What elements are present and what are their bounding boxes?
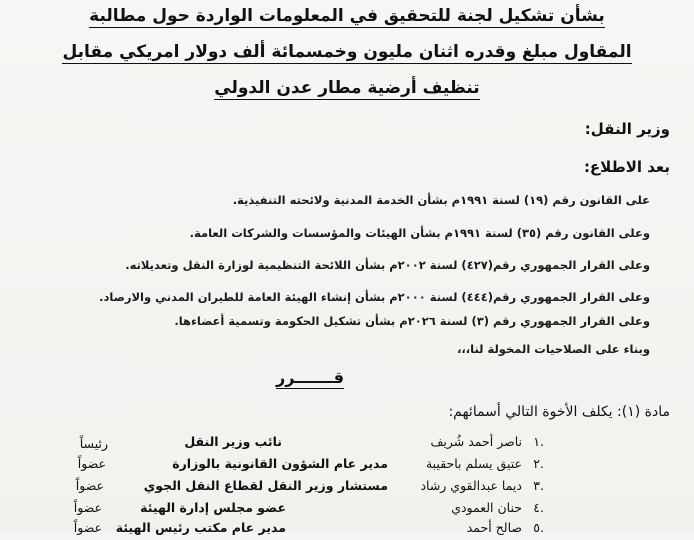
member-row bbox=[0, 520, 694, 540]
member-row bbox=[0, 456, 694, 476]
member-name: صالح أحمد bbox=[466, 520, 522, 535]
member-role: عضواً bbox=[77, 456, 106, 471]
title-line-1: بشأن تشكيل لجنة للتحقيق في المعلومات الواردة حول مطالبة bbox=[89, 6, 605, 26]
member-number: .٣ bbox=[533, 478, 544, 493]
clause-5: وعلى القرار الجمهوري رقم (٣) لسنة ٢٠٢٦م بشأن تشكيل الحكومة وتسمية أعضاءها. bbox=[174, 314, 650, 328]
member-name: ديما عبدالقوي رشاد bbox=[420, 478, 522, 493]
member-role: عضواً bbox=[73, 500, 102, 515]
title-line-3: تنظيف أرضية مطار عدن الدولي bbox=[214, 78, 480, 98]
member-position: مدير عام الشؤون القانونية بالوزارة bbox=[172, 456, 388, 471]
member-row bbox=[0, 434, 694, 454]
member-number: .٤ bbox=[533, 500, 544, 515]
member-number: .٥ bbox=[533, 520, 544, 535]
clause-1: على القانون رقم (١٩) لسنة ١٩٩١م بشأن الخدمة المدنية ولائحته التنفيذية. bbox=[232, 193, 650, 207]
clause-2: وعلى القانون رقم (٣٥) لسنة ١٩٩١م بشأن الهيئات والمؤسسات والشركات العامة. bbox=[189, 226, 650, 240]
member-role: عضواً bbox=[75, 478, 104, 493]
title-line-2: المقاول مبلغ وقدره اثنان مليون وخمسمائة ألف دولار امريكي مقابل bbox=[62, 42, 632, 62]
minister-heading: وزير النقل: bbox=[584, 120, 670, 138]
member-name: عتيق يسلم باحقيبة bbox=[425, 456, 522, 471]
member-position: نائب وزير النقل bbox=[184, 434, 282, 449]
decree-heading: قـــــــرر bbox=[276, 368, 344, 387]
member-number: .١ bbox=[533, 434, 544, 449]
member-position: مدير عام مكتب رئيس الهيئة bbox=[115, 520, 286, 535]
member-number: .٢ bbox=[533, 456, 544, 471]
member-position: عضو مجلس إدارة الهيئة bbox=[140, 500, 286, 515]
after-review-heading: بعد الاطلاع: bbox=[583, 158, 670, 176]
member-role: رئيساً bbox=[79, 436, 108, 451]
member-name: ناصر أحمد شُريف bbox=[430, 434, 522, 449]
clause-6: وبناء على الصلاحيات المخولة لنا،،، bbox=[457, 342, 650, 356]
clause-4: وعلى القرار الجمهوري رقم(٤٤٤) لسنة ٢٠٠٠م بشأن إنشاء الهيئة العامة للطيران المدني والارصاد. bbox=[99, 290, 650, 304]
member-role: عضواً bbox=[73, 520, 102, 535]
member-position: مستشار وزير النقل لقطاع النقل الجوي bbox=[143, 478, 388, 493]
clause-3: وعلى القرار الجمهوري رقم(٤٢٧) لسنة ٢٠٠٢م بشأن اللائحة التنظيمية لوزارة النقل وتعديلاته. bbox=[125, 258, 650, 272]
member-row bbox=[0, 478, 694, 498]
member-name: حنان العمودي bbox=[451, 500, 522, 515]
article-1: مادة (١): يكلف الأخوة التالي أسمائهم: bbox=[448, 404, 670, 420]
member-row bbox=[0, 500, 694, 520]
